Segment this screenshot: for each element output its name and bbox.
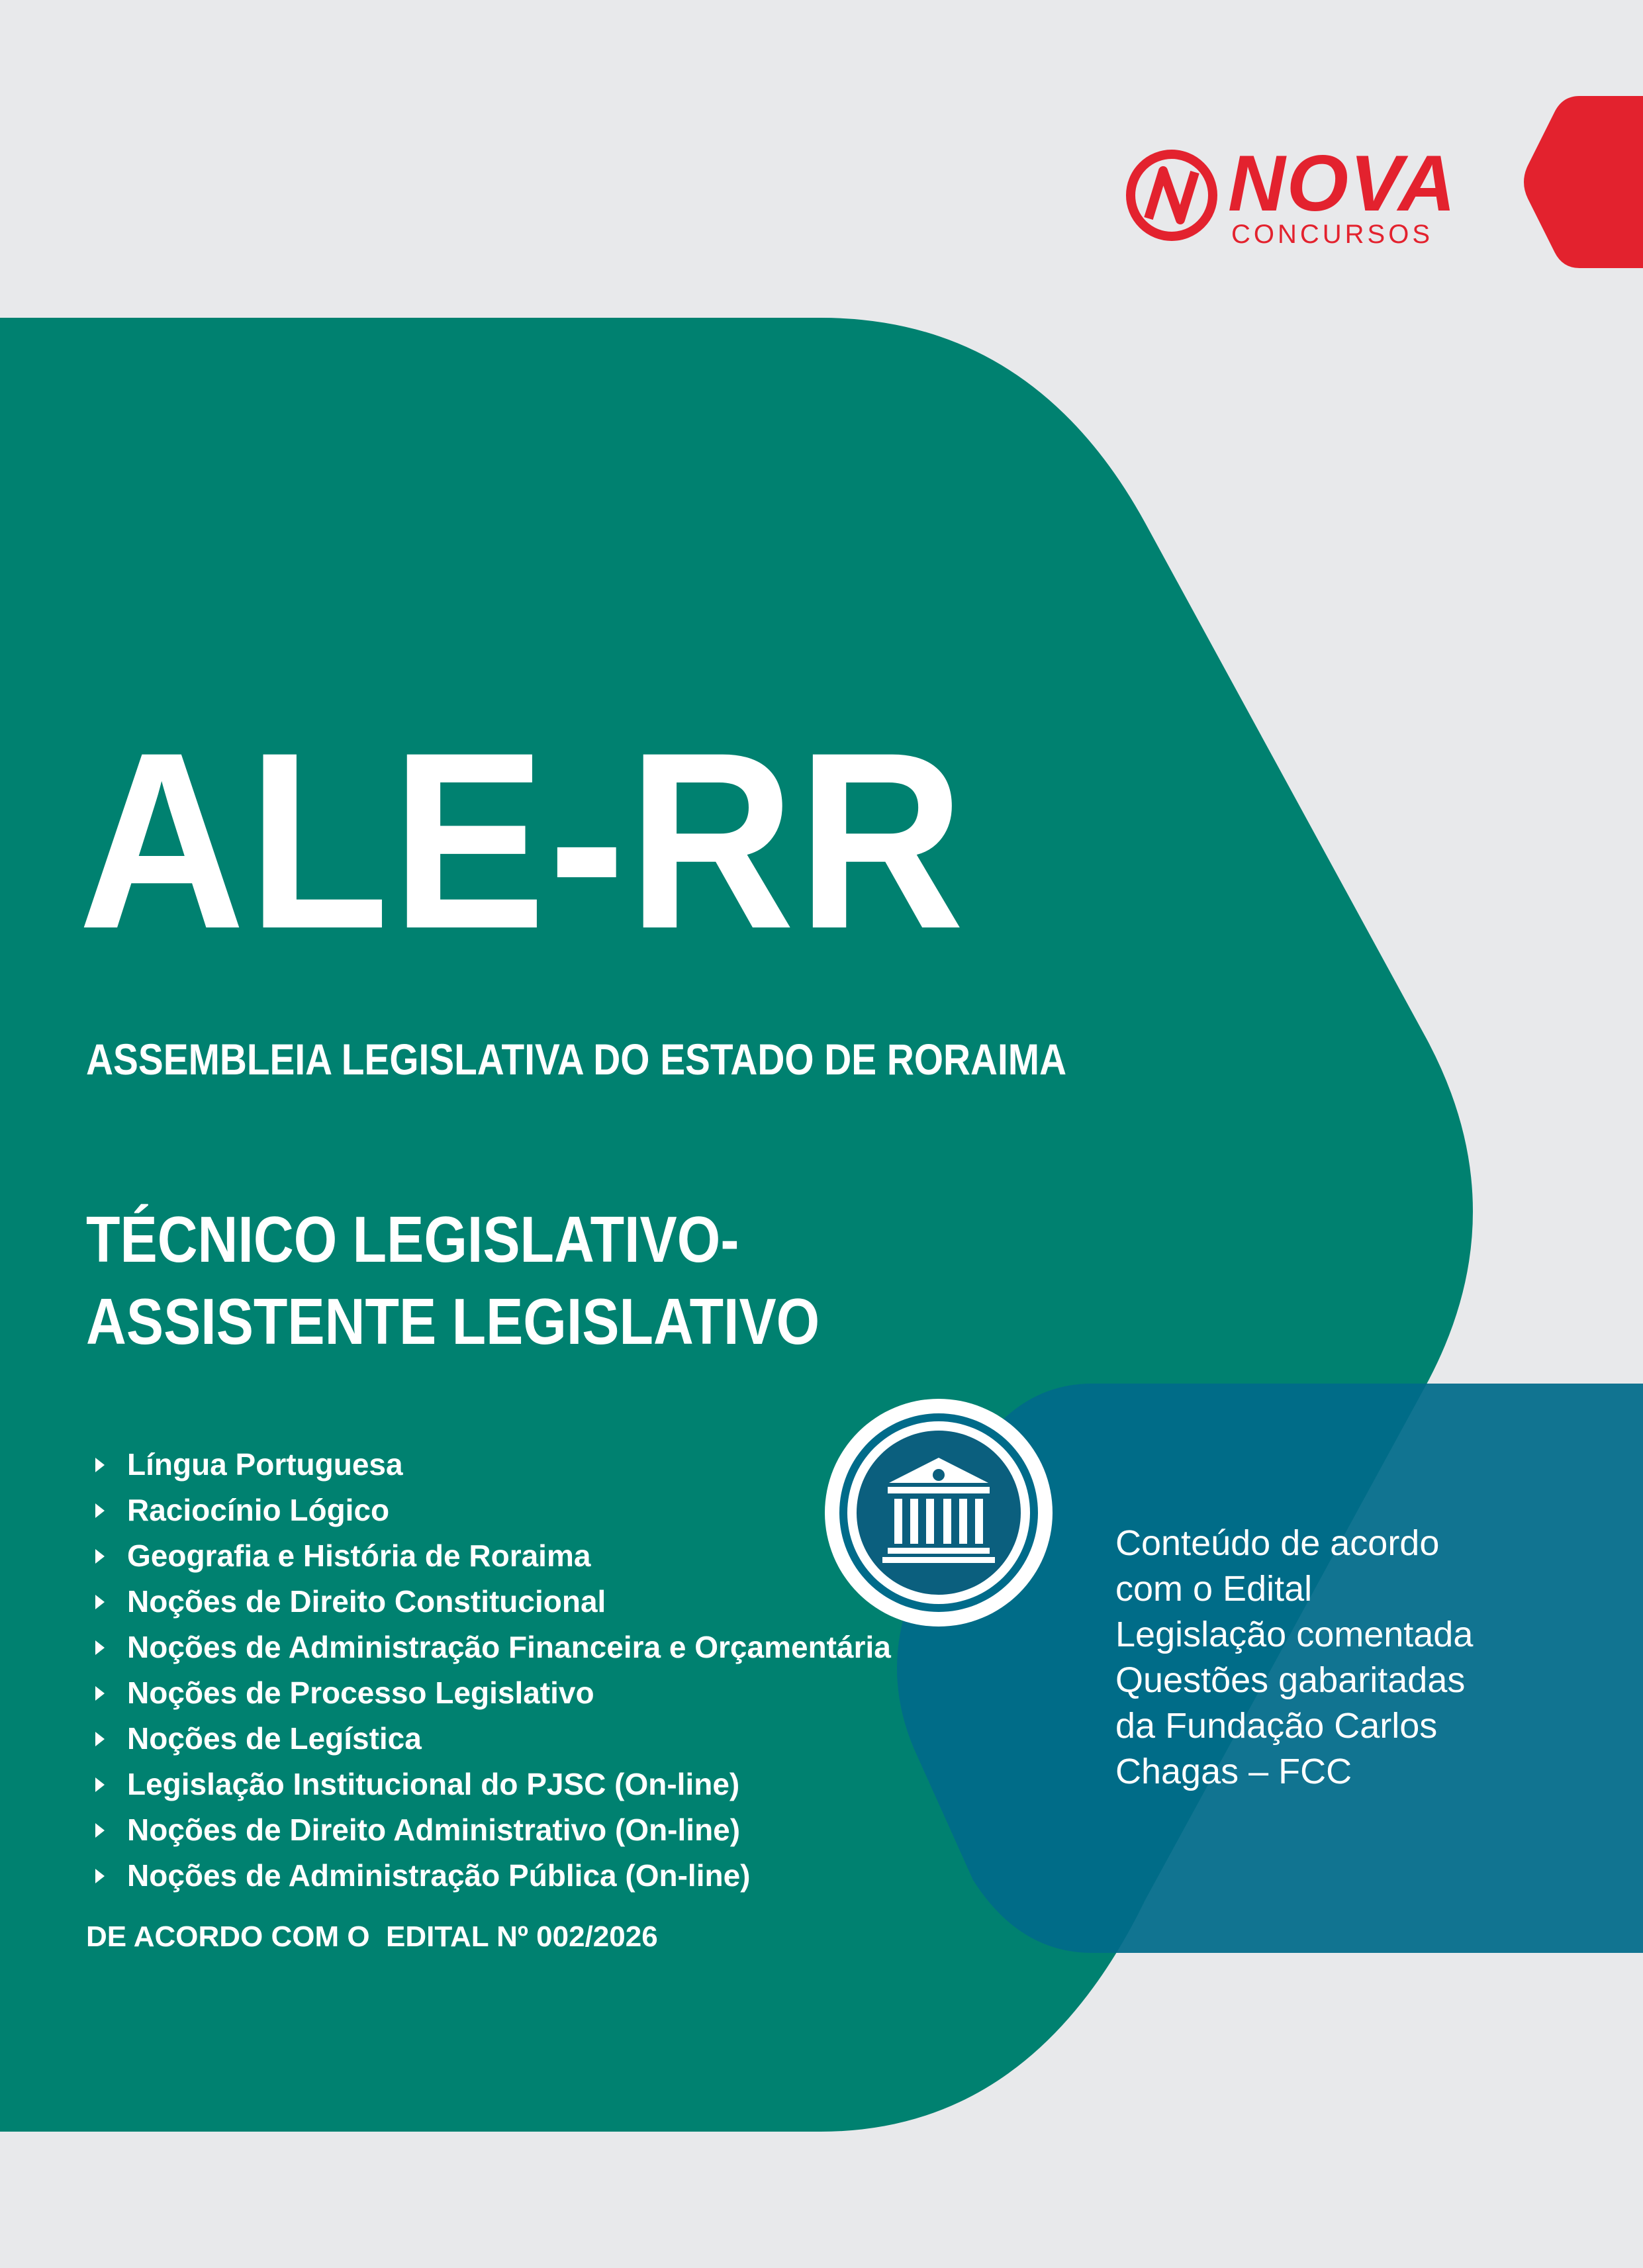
subject-item xyxy=(93,1716,891,1762)
subject-item xyxy=(93,1762,891,1807)
cover-subtitle: ASSEMBLEIA LEGISLATIVA DO ESTADO DE RORAIMA xyxy=(86,1035,1067,1084)
edital-note: DE ACORDO COM O EDITAL Nº 002/2026 xyxy=(86,1920,658,1953)
triangle-right-icon xyxy=(95,1458,105,1472)
subject-item xyxy=(93,1625,891,1670)
subject-label: Noções de Direito Constitucional xyxy=(127,1584,606,1619)
triangle-right-icon xyxy=(95,1686,105,1701)
subject-label: Geografia e História de Roraima xyxy=(127,1538,591,1573)
subject-label: Noções de Direito Administrativo (On-line) xyxy=(127,1813,741,1847)
feature-line: Questões gabaritadas xyxy=(1115,1660,1466,1700)
feature-line: Legislação comentada xyxy=(1115,1615,1474,1654)
subject-label: Língua Portuguesa xyxy=(127,1447,403,1482)
triangle-right-icon xyxy=(95,1869,105,1883)
subject-label: Raciocínio Lógico xyxy=(127,1493,390,1527)
triangle-right-icon xyxy=(95,1777,105,1792)
subject-label: Noções de Administração Pública (On-line) xyxy=(127,1858,751,1893)
feature-line: Conteúdo de acordo xyxy=(1115,1523,1440,1563)
position-title xyxy=(86,1198,820,1362)
cover-title: ALE-RR xyxy=(78,700,967,981)
subjects-list xyxy=(93,1442,891,1899)
subject-item xyxy=(93,1579,891,1625)
triangle-right-icon xyxy=(95,1823,105,1838)
brand-tagline: CONCURSOS xyxy=(1231,220,1434,249)
subject-label: Legislação Institucional do PJSC (On-line) xyxy=(127,1767,740,1801)
red-corner-tab xyxy=(1524,96,1643,268)
position-title-line-1: TÉCNICO LEGISLATIVO- xyxy=(86,1203,739,1276)
subject-item xyxy=(93,1853,891,1899)
subject-label: Noções de Administração Financeira e Orçamentária xyxy=(127,1630,891,1664)
feature-line: da Fundação Carlos xyxy=(1115,1706,1438,1746)
subject-label: Noções de Processo Legislativo xyxy=(127,1676,594,1710)
subject-label: Noções de Legística xyxy=(127,1721,422,1756)
triangle-right-icon xyxy=(95,1549,105,1564)
feature-line: com o Edital xyxy=(1115,1569,1313,1609)
subject-item xyxy=(93,1807,891,1853)
triangle-right-icon xyxy=(95,1595,105,1609)
nova-concursos-logo xyxy=(1122,139,1457,252)
government-building-icon xyxy=(823,1397,1055,1629)
features-list xyxy=(1115,1521,1473,1795)
subject-item xyxy=(93,1442,891,1488)
triangle-right-icon xyxy=(95,1640,105,1655)
triangle-right-icon xyxy=(95,1503,105,1518)
subject-item xyxy=(93,1533,891,1579)
subject-item xyxy=(93,1670,891,1716)
feature-line: Chagas – FCC xyxy=(1115,1752,1352,1791)
nova-swirl-logo xyxy=(1122,146,1221,245)
subject-item xyxy=(93,1488,891,1533)
position-title-line-2: ASSISTENTE LEGISLATIVO xyxy=(86,1285,820,1358)
brand-name: NOVA xyxy=(1228,139,1457,228)
triangle-right-icon xyxy=(95,1732,105,1746)
